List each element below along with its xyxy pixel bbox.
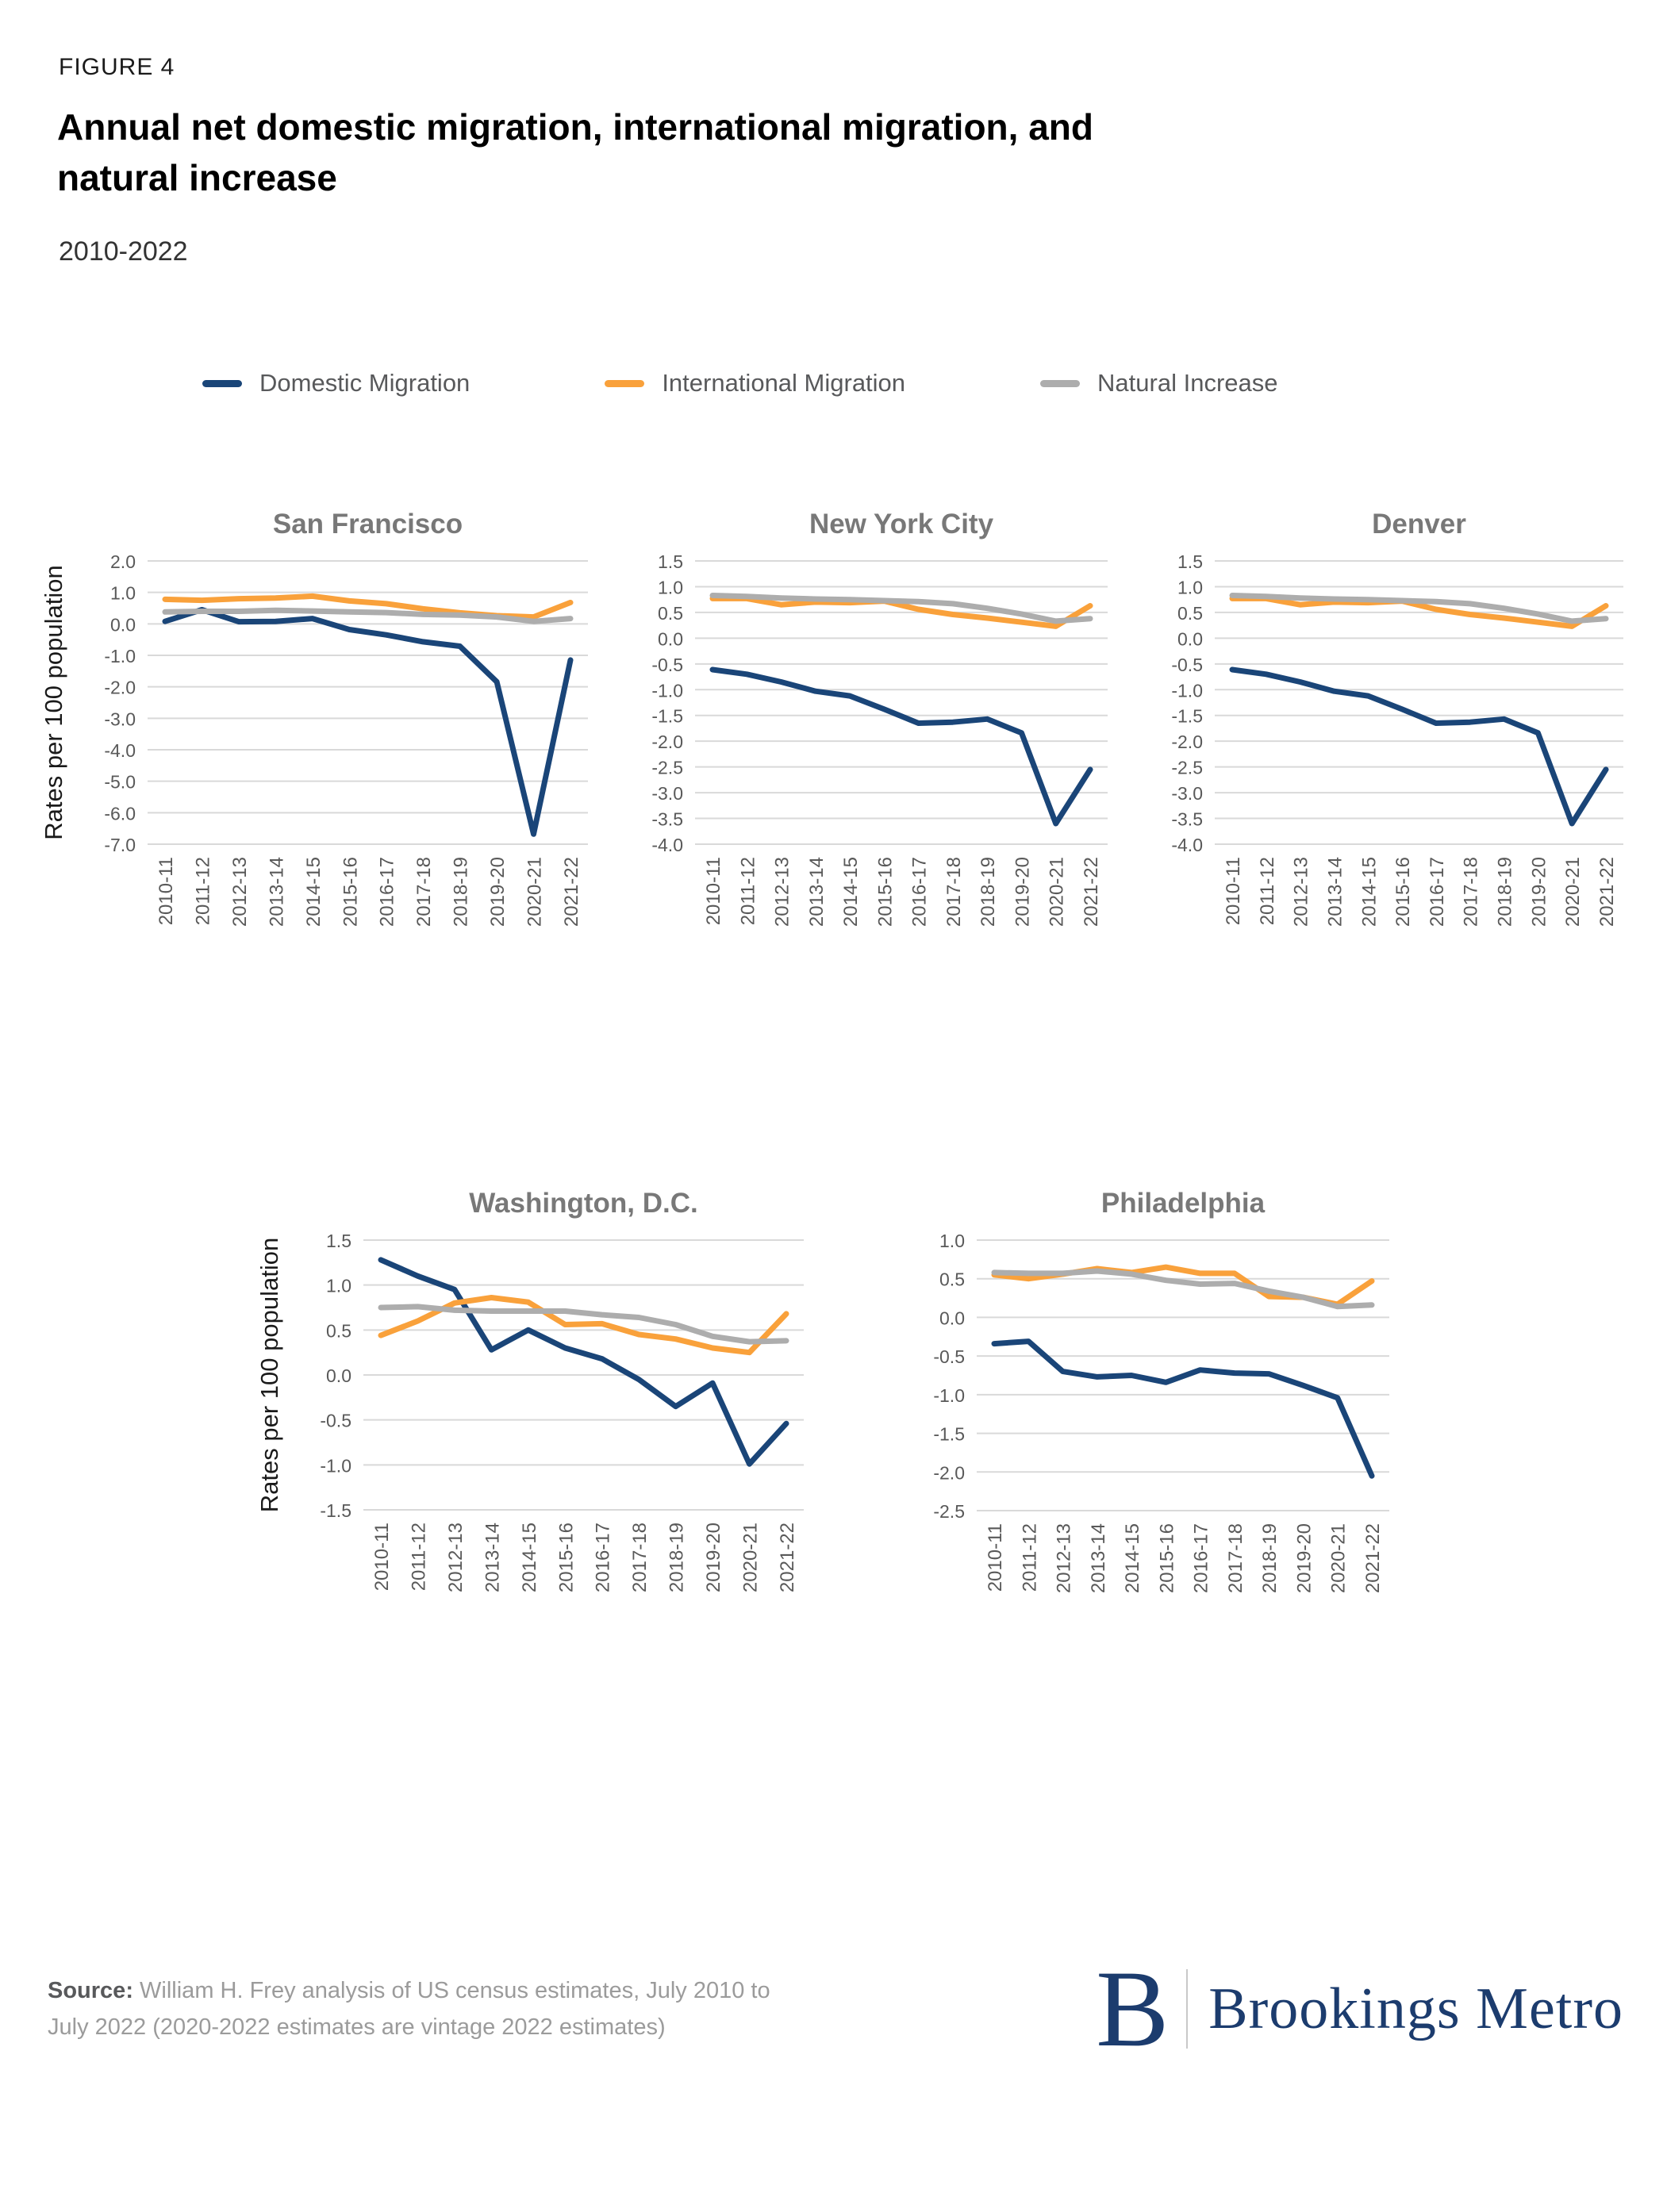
svg-text:-2.5: -2.5 [1171,757,1203,778]
svg-text:2020-21: 2020-21 [1562,857,1584,927]
chart-plot [38,548,597,1033]
svg-text:2015-16: 2015-16 [555,1523,578,1593]
svg-text:2017-18: 2017-18 [413,857,436,927]
svg-text:2012-13: 2012-13 [1053,1523,1075,1594]
chart-new-york-city [635,509,1117,1037]
svg-text:0.5: 0.5 [326,1320,351,1342]
brookings-b-icon: B [1096,1948,1170,2069]
chart-plot [916,1227,1399,1699]
svg-text:-1.0: -1.0 [933,1384,965,1406]
svg-text:2019-20: 2019-20 [1293,1523,1316,1594]
svg-text:-2.0: -2.0 [1171,732,1203,753]
chart-row-top [38,509,1633,1037]
chart-title: New York City [809,509,994,540]
legend-item-natural [1040,369,1277,397]
figure-footer [48,1948,1623,2069]
brookings-logo [1096,1948,1623,2069]
svg-text:2020-21: 2020-21 [1046,857,1068,927]
svg-text:1.5: 1.5 [1177,551,1203,572]
logo-divider [1186,1969,1188,2049]
source-note [48,1972,770,2045]
svg-text:2015-16: 2015-16 [874,857,897,927]
svg-text:-1.5: -1.5 [320,1500,351,1521]
svg-text:2011-12: 2011-12 [737,857,759,926]
svg-text:2014-15: 2014-15 [1358,857,1381,927]
svg-text:-2.0: -2.0 [104,677,136,698]
svg-text:2017-18: 2017-18 [1460,857,1482,927]
svg-text:2018-19: 2018-19 [978,857,1000,927]
svg-text:-3.0: -3.0 [104,709,136,730]
svg-text:2019-20: 2019-20 [1012,857,1034,927]
svg-text:-1.0: -1.0 [1171,680,1203,701]
svg-text:2.0: 2.0 [110,551,136,572]
chart-plot [635,548,1117,1033]
svg-text:-2.5: -2.5 [933,1501,965,1522]
source-text-line2: July 2022 (2020-2022 estimates are vintage 2022 estimates) [48,2014,666,2041]
chart-title: San Francisco [272,509,463,540]
svg-text:0.0: 0.0 [110,614,136,636]
svg-text:0.0: 0.0 [1177,628,1203,650]
svg-text:2015-16: 2015-16 [340,857,362,927]
source-label: Source: [48,1978,133,2004]
svg-text:0.0: 0.0 [939,1308,965,1329]
svg-text:-1.5: -1.5 [933,1423,965,1445]
svg-text:2010-11: 2010-11 [985,1523,1006,1592]
svg-text:2017-18: 2017-18 [629,1523,651,1593]
svg-text:Rates per 100 population: Rates per 100 population [255,1237,283,1513]
svg-text:-1.0: -1.0 [320,1455,351,1477]
svg-text:1.0: 1.0 [1177,577,1203,598]
svg-text:2010-11: 2010-11 [1223,857,1244,926]
svg-text:2010-11: 2010-11 [371,1523,393,1592]
chart-title: Denver [1372,509,1466,540]
svg-text:-7.0: -7.0 [104,835,136,855]
natural-increase-line-icon [1040,380,1080,387]
svg-text:-3.5: -3.5 [651,808,683,830]
chart-plot [254,1227,813,1699]
chart-row-bottom [254,1188,1667,1703]
page-subtitle: 2010-2022 [59,236,188,267]
figure-page [0,54,1667,2212]
chart-san-francisco [38,509,597,1037]
svg-text:2013-14: 2013-14 [1087,1523,1109,1594]
svg-text:2010-11: 2010-11 [703,857,724,926]
svg-text:-4.0: -4.0 [651,835,683,855]
svg-text:2015-16: 2015-16 [1392,857,1415,927]
source-text-line1: William H. Frey analysis of US census estimates, July 2010 to [133,1978,770,2004]
legend-item-international [605,369,905,397]
svg-text:2013-14: 2013-14 [805,857,828,927]
svg-text:2012-13: 2012-13 [1290,857,1312,927]
svg-text:-1.0: -1.0 [104,646,136,666]
svg-text:-3.0: -3.0 [1171,783,1203,805]
svg-text:0.5: 0.5 [939,1269,965,1290]
svg-text:2012-13: 2012-13 [771,857,793,927]
svg-text:1.0: 1.0 [939,1231,965,1251]
svg-text:2020-21: 2020-21 [739,1523,762,1593]
svg-text:2011-12: 2011-12 [1019,1523,1041,1592]
svg-text:2021-22: 2021-22 [1362,1523,1384,1594]
chart-philadelphia [916,1188,1399,1703]
legend-label: Domestic Migration [259,369,471,397]
svg-text:2011-12: 2011-12 [192,857,214,926]
svg-text:0.0: 0.0 [326,1365,351,1386]
svg-text:Rates per 100 population: Rates per 100 population [40,565,67,840]
svg-text:0.5: 0.5 [1177,602,1203,624]
svg-text:-2.0: -2.0 [933,1462,965,1484]
svg-text:2013-14: 2013-14 [1324,857,1346,927]
svg-text:2019-20: 2019-20 [703,1523,725,1593]
svg-text:2020-21: 2020-21 [524,857,546,927]
svg-text:2021-22: 2021-22 [561,857,582,927]
svg-text:2021-22: 2021-22 [1596,857,1618,927]
svg-text:2012-13: 2012-13 [229,857,251,927]
svg-text:2019-20: 2019-20 [487,857,509,927]
svg-text:2018-19: 2018-19 [666,1523,688,1593]
svg-text:2020-21: 2020-21 [1327,1523,1350,1594]
legend-label: International Migration [662,369,906,397]
chart-denver [1154,509,1633,1037]
svg-text:-0.5: -0.5 [320,1410,351,1431]
svg-text:2018-19: 2018-19 [1259,1523,1281,1594]
svg-text:-4.0: -4.0 [104,740,136,761]
svg-text:2013-14: 2013-14 [482,1523,504,1593]
chart-title: Washington, D.C. [469,1188,698,1219]
svg-text:-0.5: -0.5 [651,654,683,675]
svg-text:1.5: 1.5 [326,1231,351,1251]
svg-text:-3.0: -3.0 [651,783,683,805]
svg-text:2014-15: 2014-15 [518,1523,540,1593]
svg-text:-0.5: -0.5 [1171,654,1203,675]
legend-item-domestic [202,369,470,397]
svg-text:2015-16: 2015-16 [1156,1523,1178,1594]
chart-title: Philadelphia [1100,1188,1266,1219]
international-migration-line-icon [605,380,644,387]
svg-text:2011-12: 2011-12 [408,1523,430,1592]
svg-text:2011-12: 2011-12 [1256,857,1278,926]
chart-washington-dc [254,1188,813,1703]
svg-text:2018-19: 2018-19 [1494,857,1516,927]
svg-text:-5.0: -5.0 [104,771,136,793]
svg-text:2018-19: 2018-19 [450,857,472,927]
svg-text:2012-13: 2012-13 [444,1523,467,1593]
svg-text:-0.5: -0.5 [933,1346,965,1368]
legend-label: Natural Increase [1097,369,1278,397]
svg-text:1.0: 1.0 [110,582,136,604]
svg-text:2017-18: 2017-18 [943,857,965,927]
svg-text:2014-15: 2014-15 [840,857,862,927]
svg-text:2016-17: 2016-17 [1190,1523,1212,1594]
brookings-metro-wordmark: Brookings Metro [1208,1976,1623,2041]
svg-text:0.0: 0.0 [658,628,683,650]
svg-text:2013-14: 2013-14 [266,857,288,927]
svg-text:1.5: 1.5 [658,551,683,572]
svg-text:-2.5: -2.5 [651,757,683,778]
svg-text:-4.0: -4.0 [1171,835,1203,855]
svg-text:1.0: 1.0 [326,1275,351,1296]
svg-text:2016-17: 2016-17 [908,857,931,927]
svg-text:2019-20: 2019-20 [1528,857,1550,927]
svg-text:-1.5: -1.5 [1171,705,1203,727]
svg-text:-3.5: -3.5 [1171,808,1203,830]
svg-text:-2.0: -2.0 [651,732,683,753]
svg-text:2017-18: 2017-18 [1224,1523,1246,1594]
svg-text:0.5: 0.5 [658,602,683,624]
chart-plot [1154,548,1633,1033]
svg-text:1.0: 1.0 [658,577,683,598]
svg-text:2016-17: 2016-17 [1426,857,1448,927]
svg-text:2021-22: 2021-22 [1081,857,1102,927]
page-title-line1: Annual net domestic migration, international migration, and [57,106,1093,148]
page-title-line2: natural increase [57,157,337,198]
svg-text:-1.5: -1.5 [651,705,683,727]
domestic-migration-line-icon [202,380,242,387]
svg-text:2014-15: 2014-15 [302,857,325,927]
svg-text:2016-17: 2016-17 [376,857,398,927]
svg-text:2010-11: 2010-11 [156,857,177,926]
svg-text:2021-22: 2021-22 [777,1523,798,1593]
svg-text:2014-15: 2014-15 [1122,1523,1144,1594]
figure-label: FIGURE 4 [59,54,175,80]
svg-text:2016-17: 2016-17 [592,1523,614,1593]
chart-legend [202,369,1667,397]
svg-text:-1.0: -1.0 [651,680,683,701]
svg-text:-6.0: -6.0 [104,803,136,824]
page-title [57,102,1667,203]
